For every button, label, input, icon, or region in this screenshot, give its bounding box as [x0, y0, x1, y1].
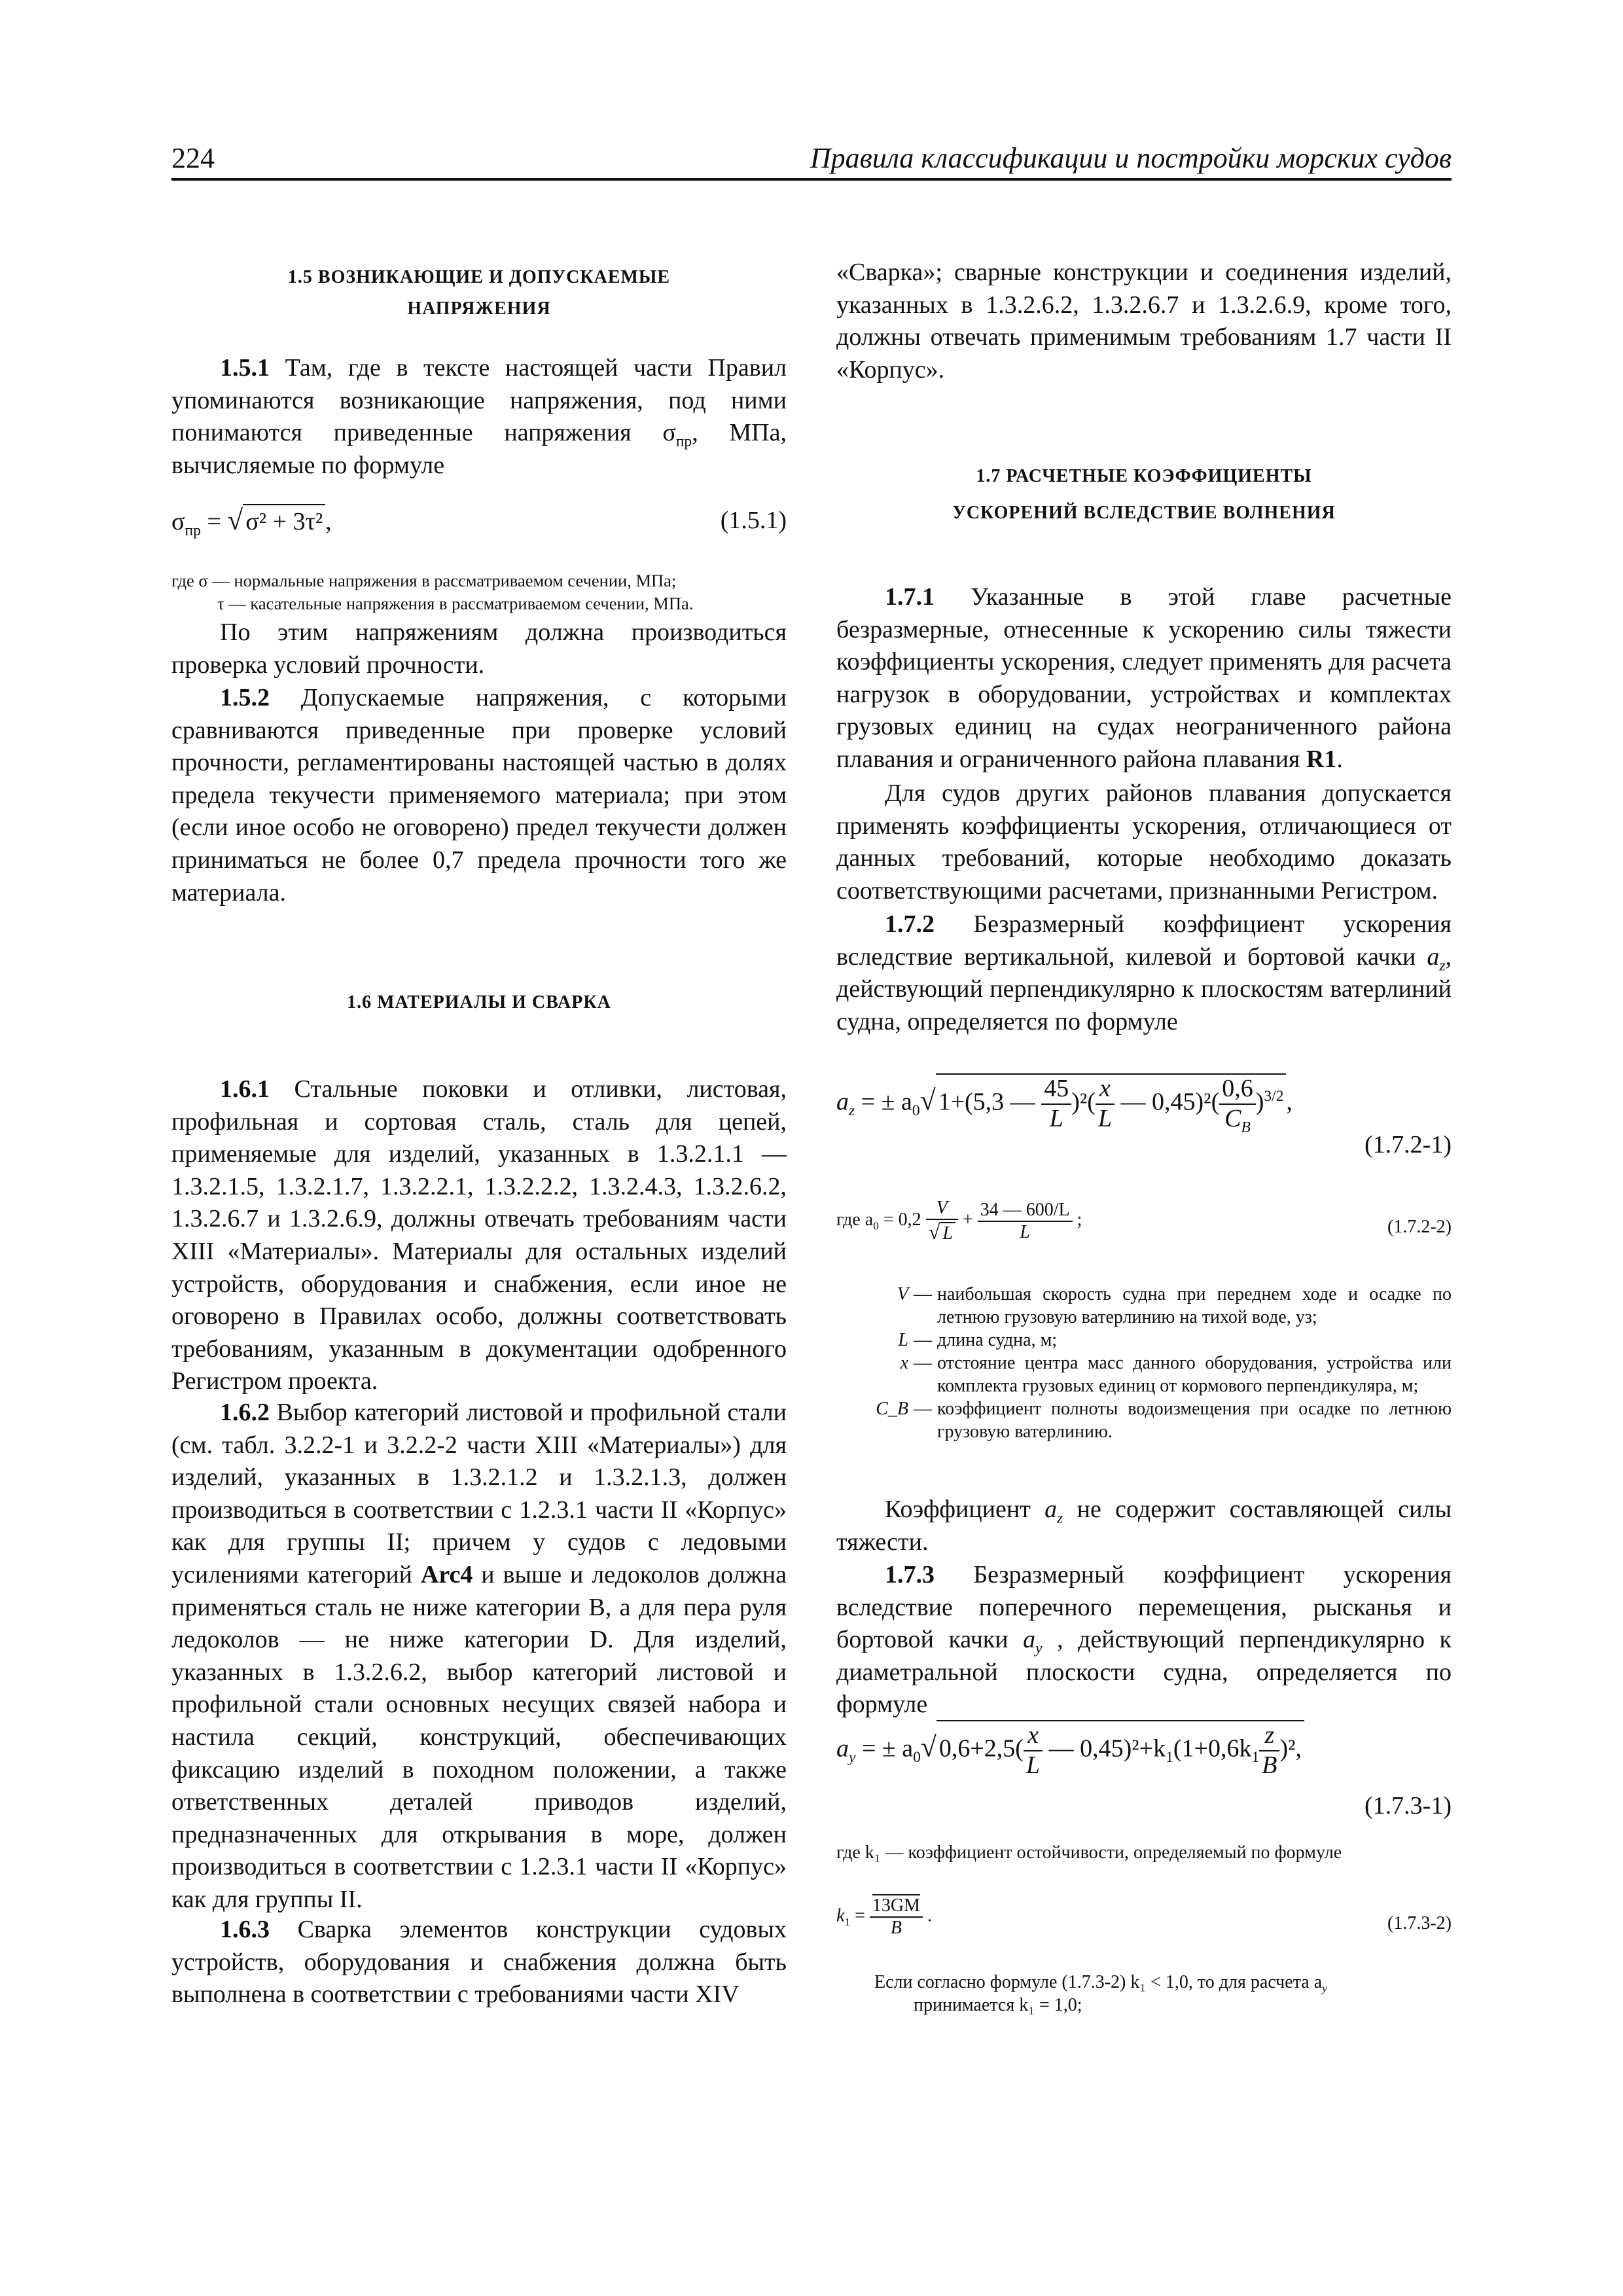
paragraph-text: и выше и ледоколов должна применяться сталь не ниже категории В, а для пера руля ледоколов — не ниже категории D. Для изделий, указанных в 1.3.2.6.2, выбор категорий листовой и профильной стали основных несущих связей набора и настила секций, конструкций, обеспечивающих фиксацию изделий в походном положении, а также ответственных деталей приводов изделий, предназначенных для открывания в море, должен производиться в соответствии с 1.2.3.1 части II «Корпус» как для группы II. — [171, 1560, 787, 1913]
formula-part: + — [957, 1210, 978, 1230]
formula-1-7-3-1 — [836, 1720, 1452, 1820]
paragraph-1-5-1 — [171, 352, 787, 482]
formula-comma: , — [1286, 1088, 1293, 1116]
numerator: V — [926, 1198, 958, 1220]
denominator: L — [1020, 1221, 1030, 1242]
clause-number: 1.7.2 — [885, 910, 935, 938]
subscript: y — [1322, 1982, 1327, 1995]
paragraph-1-7-2 — [836, 908, 1452, 1038]
definition-symbol: V — [897, 1284, 908, 1304]
subscript: y — [1035, 1640, 1043, 1657]
exponent: 3/2 — [1264, 1087, 1284, 1105]
section-1-7-title — [836, 461, 1452, 529]
clause-number: 1.7.3 — [885, 1561, 935, 1588]
formula-number: (1.7.3-2) — [1387, 1913, 1452, 1933]
definition-text: коэффициент полноты водоизмещения при осадке по летнюю грузовую ватерлинию. — [937, 1399, 1452, 1442]
subscript: пр — [185, 522, 201, 539]
section-title-line: НАПРЯЖЕНИЯ — [407, 298, 551, 319]
denominator: B — [1262, 1751, 1277, 1779]
section-title-line: 1.5 ВОЗНИКАЮЩИЕ И ДОПУСКАЕМЫЕ — [287, 267, 671, 287]
page-number: 224 — [171, 142, 215, 174]
paragraph-text: , МПа, вычисляемые по формуле — [171, 419, 787, 479]
paragraph-text: Там, где в тексте настоящей части Правил упоминаются возникающие напряжения, под ними понимаются приведенные напряжения σ — [171, 354, 787, 447]
note-line: τ — касательные напряжения в рассматриваемом сечении, МПа. — [217, 593, 694, 613]
subscript: пр — [675, 433, 692, 450]
paragraph-1-6-1 — [171, 1073, 787, 1398]
ice-class-bold: Arc4 — [420, 1560, 473, 1588]
subscript: z — [849, 1102, 855, 1119]
paragraph-text: Безразмерный коэффициент ускорения вследствие поперечного перемещения, рысканья и бортовой качки — [836, 1561, 1452, 1654]
formula-comma: , — [325, 508, 332, 535]
definitions-list — [836, 1283, 1452, 1443]
formula-part: (1+0,6k — [1173, 1734, 1252, 1763]
definition-row: L — длина судна, м; — [836, 1329, 1452, 1352]
subscript: 0 — [873, 1219, 879, 1232]
paragraph-text: Безразмерный коэффициент ускорения вследствие вертикальной, килевой и бортовой качки — [836, 910, 1452, 971]
formula-eq: = 0,2 — [878, 1210, 926, 1230]
formula-part: — 0,45)²+k — [1043, 1734, 1166, 1763]
radical-sign: √ — [919, 1085, 936, 1117]
radical-sign: √ — [920, 1731, 936, 1763]
formula-number: (1.7.2-2) — [1387, 1217, 1452, 1237]
paragraph-1-6-2 — [171, 1397, 787, 1916]
formula-1-5-1 — [171, 504, 787, 538]
formula-number: (1.5.1) — [720, 507, 787, 534]
subscript: B — [1241, 1119, 1251, 1136]
paragraph-text: , действующий перпендикулярно к диаметральной плоскости судна, определяется по формуле — [836, 1626, 1452, 1719]
subscript: 0 — [913, 1749, 921, 1766]
radical-sign: √ — [928, 1220, 940, 1244]
formula-part: . — [923, 1905, 933, 1926]
subscript: 1 — [1166, 1749, 1173, 1766]
formula-part: где a — [836, 1210, 874, 1230]
definition-text: наибольшая скорость судна при переднем ходе и осадке по летнюю грузовую ватерлинию на тихой воде, уз; — [937, 1284, 1452, 1327]
denominator: B — [890, 1918, 902, 1939]
paragraph-1-7-2-cont — [836, 1494, 1452, 1558]
formula-eq: = ± a — [855, 1088, 912, 1116]
fraction — [1024, 1721, 1043, 1780]
numerator: 45 — [1041, 1075, 1071, 1105]
formula-radicand — [936, 1720, 1304, 1780]
header-rule — [171, 178, 1452, 181]
paragraph-1-7-1 — [836, 581, 1452, 776]
definition-symbol: L — [898, 1330, 908, 1350]
subscript: z — [1439, 957, 1446, 975]
formula-note: где k₁ — коэффициент остойчивости, определяемый по формуле — [836, 1842, 1342, 1863]
clause-number: 1.5.2 — [220, 684, 270, 711]
numerator: x — [1096, 1075, 1115, 1105]
formula-1-7-3-2 — [836, 1895, 1452, 1939]
fraction — [1096, 1075, 1115, 1133]
definition-row: x — отстояние центра масс данного оборудования, устройства или комплекта грузовых единиц от кормового перпендикуляра, м; — [836, 1352, 1452, 1397]
formula-1-7-2-1 — [836, 1073, 1452, 1158]
fraction — [1219, 1075, 1256, 1136]
subscript: 1 — [844, 1916, 851, 1929]
clause-number: 1.6.2 — [220, 1399, 270, 1426]
note-text: Если согласно формуле (1.7.3-2) k₁ < 1,0, то для расчета a — [874, 1972, 1323, 1992]
area-r1-bold: R1 — [1306, 745, 1337, 773]
fraction — [926, 1198, 958, 1244]
denominator: C — [1224, 1104, 1241, 1132]
definition-symbol: C_B — [876, 1399, 908, 1419]
variable: a — [1427, 942, 1440, 971]
formula-part: 1+(5,3 — — [938, 1088, 1042, 1116]
definition-symbol: x — [900, 1353, 908, 1373]
fraction — [870, 1895, 923, 1939]
subscript: y — [849, 1749, 856, 1766]
formula-number: (1.7.2-1) — [1364, 1131, 1452, 1158]
formula-part: — 0,45)²( — [1115, 1088, 1220, 1116]
note-line: где σ — нормальные напряжения в рассматриваемом сечении, МПа; — [171, 571, 677, 590]
clause-number: 1.6.1 — [220, 1075, 270, 1103]
radical-sign: √ — [227, 505, 243, 536]
definition-row: C_B — коэффициент полноты водоизмещения при осадке по летнюю грузовую ватерлинию. — [836, 1397, 1452, 1443]
clause-number: 1.7.1 — [885, 583, 935, 611]
numerator: z — [1259, 1721, 1279, 1751]
paragraph-text: . — [1336, 745, 1343, 773]
paragraph-1-5-2 — [171, 682, 787, 909]
paragraph-1-5-1-cont: По этим напряжениям должна производиться проверка условий прочности. — [171, 619, 787, 679]
formula-part: )²( — [1071, 1088, 1096, 1116]
formula-notes — [171, 569, 787, 615]
formula-condition-note — [836, 1971, 1452, 2017]
paragraph-text: Стальные поковки и отливки, листовая, профильная и сортовая сталь, сталь для цепей, применяемые для изделий, указанных в 1.3.2.1.1 — 1.3.2.1.5, 1.3.2.1.7, 1.3.2.2.1, 1.3.2.2.2, 1.3.2.4.3, 1.3.2.6.2, 1.3.2.6.7 и 1.3.2.6.9, должны отвечать требованиям части XIII «Материалы». Материалы для остальных изделий устройств, оборудования и снабжения, если иное не оговорено в Правилах особо, должны соответствовать требованиям, указанным в документации одобренного Регистром проекта. — [171, 1075, 787, 1395]
formula-eq: = — [850, 1905, 870, 1926]
subscript: z — [1057, 1509, 1063, 1527]
clause-number: 1.5.1 — [220, 354, 270, 382]
formula-eq: = — [200, 508, 228, 535]
formula-lhs: a — [836, 1088, 849, 1116]
paragraph-text: Сварка элементов конструкции судовых устройств, оборудования и снабжения должна быть выполнена в соответствии с требованиями части XIV — [171, 1916, 787, 2009]
numerator: x — [1024, 1721, 1043, 1751]
subscript: 0 — [912, 1102, 920, 1119]
numerator: 34 — 600/L — [978, 1200, 1073, 1222]
formula-part: ; — [1072, 1210, 1082, 1230]
section-1-5-title — [171, 262, 787, 325]
formula-number: (1.7.3-1) — [1364, 1792, 1452, 1820]
formula-radicand — [936, 1073, 1287, 1136]
variable: a — [1023, 1626, 1036, 1654]
paragraph-text: Допускаемые напряжения, с которыми сравниваются приведенные при проверке условий прочности, регламентированы настоящей частью в долях предела текучести применяемого материала; при этом (если иное особо не оговорено) предел текучести должен приниматься не более 0,7 предела прочности того же материала. — [171, 684, 787, 906]
paragraph-text: Указанные в этой главе расчетные безразмерные, отнесенные к ускорению силы тяжести коэффициенты ускорения, следует применять для расчета нагрузок в оборудовании, устройствах и комплектах грузовых единиц на судах неограниченного района плавания и ограниченного района плавания — [836, 583, 1452, 773]
section-title-line: 1.7 РАСЧЕТНЫЕ КОЭФФИЦИЕНТЫ — [976, 466, 1312, 486]
section-1-6-title: 1.6 МАТЕРИАЛЫ И СВАРКА — [347, 992, 611, 1013]
variable: a — [1044, 1496, 1058, 1523]
paragraph-text: Коэффициент — [885, 1496, 1045, 1523]
formula-1-7-2-2 — [836, 1198, 1452, 1244]
paragraph-1-6-3-cont: «Сварка»; сварные конструкции и соединения изделий, указанных в 1.3.2.6.2, 1.3.2.6.7 и 1.3.2.6.9, кроме того, должны отвечать применимым требованиям 1.7 части II «Корпус». — [836, 259, 1452, 384]
paragraph-1-6-3 — [171, 1914, 787, 2011]
denominator: L — [1049, 1104, 1063, 1132]
subscript: 1 — [1251, 1749, 1260, 1766]
denominator: L — [940, 1222, 955, 1244]
formula-lhs: σ — [171, 508, 185, 535]
clause-number: 1.6.3 — [220, 1916, 270, 1943]
definition-row: V — наибольшая скорость судна при переднем ходе и осадке по летнюю грузовую ватерлинию на тихой воде, уз; — [836, 1283, 1452, 1329]
formula-part: ) — [1255, 1088, 1264, 1116]
denominator: L — [1026, 1751, 1041, 1779]
formula-lhs — [836, 1210, 879, 1230]
denominator: L — [1097, 1104, 1113, 1132]
section-title-line: УСКОРЕНИЙ ВСЛЕДСТВИЕ ВОЛНЕНИЯ — [952, 503, 1336, 523]
note-text: принимается k₁ = 1,0; — [914, 1994, 1082, 2015]
paragraph-text: , действующий перпендикулярно к плоскостям ватерлиний судна, определяется по формуле — [836, 942, 1452, 1035]
paragraph-text: не содержит составляющей силы тяжести. — [836, 1496, 1452, 1556]
paragraph-text: Выбор категорий листовой и профильной стали (см. табл. 3.2.2-1 и 3.2.2-2 части XIII «Материалы») для изделий, указанных в 1.3.2.1.2 и 1.3.2.1.3, должен производиться в соответствии с 1.2.3.1 части II «Корпус» как для группы II; причем у судов с ледовыми усилениями категорий — [171, 1399, 787, 1588]
numerator: 0,6 — [1219, 1075, 1256, 1105]
paragraph-1-7-1-cont: Для судов других районов плавания допускается применять коэффициенты ускорения, отличающиеся от данных требований, которые необходимо доказать соответствующими расчетами, признанными Регистром. — [836, 780, 1452, 905]
formula-lhs: k — [836, 1905, 845, 1926]
fraction — [1041, 1075, 1071, 1133]
definition-text: отстояние центра масс данного оборудования, устройства или комплекта грузовых единиц от кормового перпендикуляра, м; — [937, 1353, 1452, 1396]
formula-part: 0,6+2,5( — [938, 1734, 1024, 1763]
formula-radicand: σ² + 3τ² — [243, 504, 325, 538]
formula-eq: = ± a — [855, 1734, 914, 1763]
fraction — [1259, 1721, 1279, 1780]
formula-part: )², — [1279, 1734, 1302, 1763]
running-title: Правила классификации и постройки морских судов — [810, 142, 1452, 174]
formula-lhs: a — [836, 1734, 849, 1763]
numerator: 13GM — [870, 1895, 923, 1918]
paragraph-1-7-3 — [836, 1559, 1452, 1721]
definition-text: длина судна, м; — [937, 1330, 1058, 1350]
fraction — [978, 1200, 1073, 1243]
